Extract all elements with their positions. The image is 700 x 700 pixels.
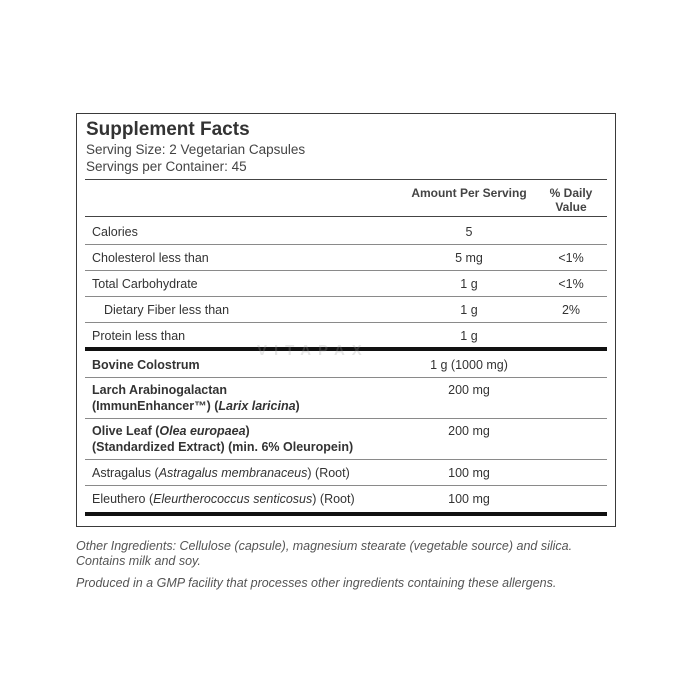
- row-divider: [85, 418, 607, 419]
- nutrient-amount: 1 g: [460, 303, 478, 317]
- nutrient-amount: 5: [465, 225, 473, 239]
- ingredient-amount: 100 mg: [448, 466, 490, 480]
- header-bottom-divider: [85, 216, 607, 217]
- thick-divider-bottom: [85, 512, 607, 516]
- serving-info: [86, 141, 305, 175]
- row-divider: [85, 485, 607, 486]
- serving-size: Serving Size: 2 Vegetarian Capsules: [86, 142, 306, 157]
- row-divider: [85, 296, 607, 297]
- other-ingredients: Other Ingredients: Cellulose (capsule), magnesium stearate (vegetable source) and silica. Contains milk and soy.: [76, 539, 573, 568]
- nutrient-dv: 2%: [561, 303, 581, 317]
- nutrient-name: Protein less than: [92, 329, 186, 343]
- panel-title: Supplement Facts: [86, 119, 250, 140]
- ingredient-name: Eleuthero (Eleurtherococcus senticosus) (Root): [92, 492, 355, 506]
- ingredient-name: Olive Leaf (Olea europaea) (Standardized Extract) (min. 6% Oleuropein): [92, 424, 354, 454]
- header-divider: [85, 179, 607, 180]
- servings-per-container: Servings per Container: 45: [86, 159, 247, 174]
- nutrient-amount: 1 g: [460, 277, 478, 291]
- gmp-note: Produced in a GMP facility that processes other ingredients containing these allergens.: [76, 576, 557, 590]
- nutrient-dv: <1%: [558, 277, 584, 291]
- ingredient-amount: 200 mg: [448, 383, 490, 397]
- ingredient-name: Larch Arabinogalactan (ImmunEnhancer™) (Larix laricina): [92, 383, 300, 413]
- nutrient-amount: 5 mg: [455, 251, 483, 265]
- nutrient-name: Total Carbohydrate: [92, 277, 198, 291]
- nutrient-name: Dietary Fiber less than: [104, 303, 230, 317]
- supplement-facts-panel: [76, 113, 616, 527]
- ingredient-name: Bovine Colostrum: [92, 358, 200, 372]
- row-divider: [85, 459, 607, 460]
- ingredient-amount: 1 g (1000 mg): [430, 358, 508, 372]
- row-divider: [85, 377, 607, 378]
- row-divider: [85, 244, 607, 245]
- watermark: VITAPAX: [257, 342, 369, 359]
- nutrient-amount: 1 g: [460, 329, 478, 343]
- nutrient-dv: <1%: [558, 251, 584, 265]
- header-daily-value: % Daily Value: [549, 186, 593, 214]
- header-amount-per-serving: Amount Per Serving: [411, 186, 527, 200]
- ingredient-name: Astragalus (Astragalus membranaceus) (Root): [92, 466, 350, 480]
- nutrient-name: Calories: [92, 225, 138, 239]
- ingredient-amount: 100 mg: [448, 492, 490, 506]
- row-divider: [85, 322, 607, 323]
- nutrient-name: Cholesterol less than: [92, 251, 209, 265]
- ingredient-amount: 200 mg: [448, 424, 490, 438]
- row-divider: [85, 270, 607, 271]
